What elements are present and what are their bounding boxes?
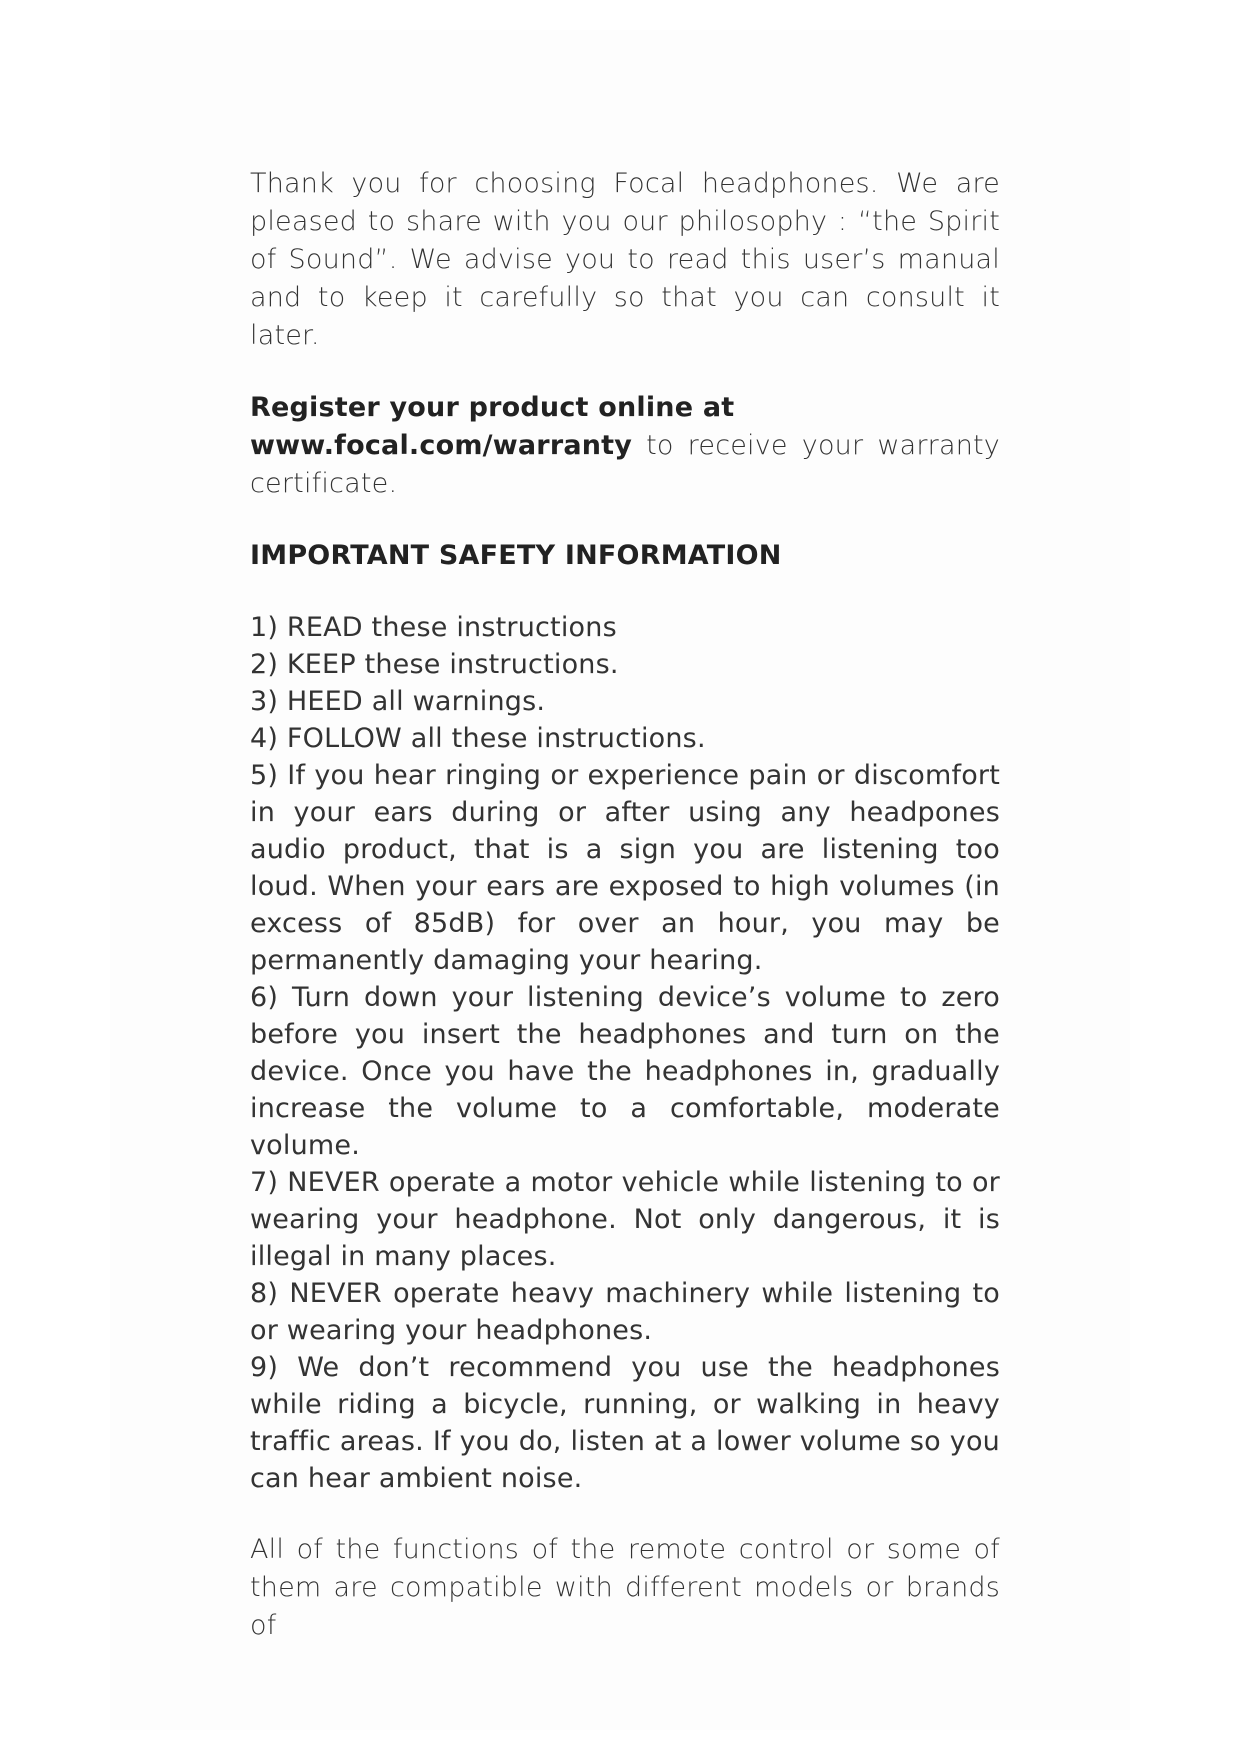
register-heading: Register your product online at xyxy=(250,392,735,423)
instruction-item: 2) KEEP these instructions. xyxy=(250,649,619,680)
instruction-item: 4) FOLLOW all these instructions. xyxy=(250,723,706,754)
safety-heading: IMPORTANT SAFETY INFORMATION xyxy=(250,540,782,571)
closing-paragraph: All of the functions of the remote control or some of them are compatible with different models or brands of xyxy=(250,1534,1000,1641)
instruction-item: 5) If you hear ringing or experience pain or discomfort in your ears during or after using any headpones audio product, that is a sign you are listening too loud. When your ears are exposed to high volumes (in excess of 85dB) for over an hour, you may be permanently damaging your hearing. xyxy=(250,760,1000,976)
instruction-item: 6) Turn down your listening device’s volume to zero before you insert the headphones and turn on the device. Once you have the headphones in, gradually increase the volume to a comfortable, moderate volume. xyxy=(250,982,1000,1161)
instruction-item: 1) READ these instructions xyxy=(250,612,617,643)
intro-paragraph: Thank you for choosing Focal headphones. We are pleased to share with you our philosophy : “the Spirit of Sound”. We advise you to read this user’s manual and to keep it carefully so that you can consult it later. xyxy=(250,168,1000,351)
warranty-url: www.focal.com/warranty xyxy=(250,430,633,461)
instruction-item: 3) HEED all warnings. xyxy=(250,686,546,717)
instruction-item: 8) NEVER operate heavy machinery while listening to or wearing your headphones. xyxy=(250,1278,1000,1346)
instruction-item: 7) NEVER operate a motor vehicle while listening to or wearing your headphone. Not only dangerous, it is illegal in many places. xyxy=(250,1167,1000,1272)
register-paragraph xyxy=(250,389,1000,503)
register-text: to receive your warranty certificate. xyxy=(250,430,1000,499)
instruction-item: 9) We don’t recommend you use the headphones while riding a bicycle, running, or walking in heavy traffic areas. If you do, listen at a lower volume so you can hear ambient noise. xyxy=(250,1352,1000,1494)
document-content xyxy=(250,165,1000,1645)
instructions-list xyxy=(250,609,1000,1497)
